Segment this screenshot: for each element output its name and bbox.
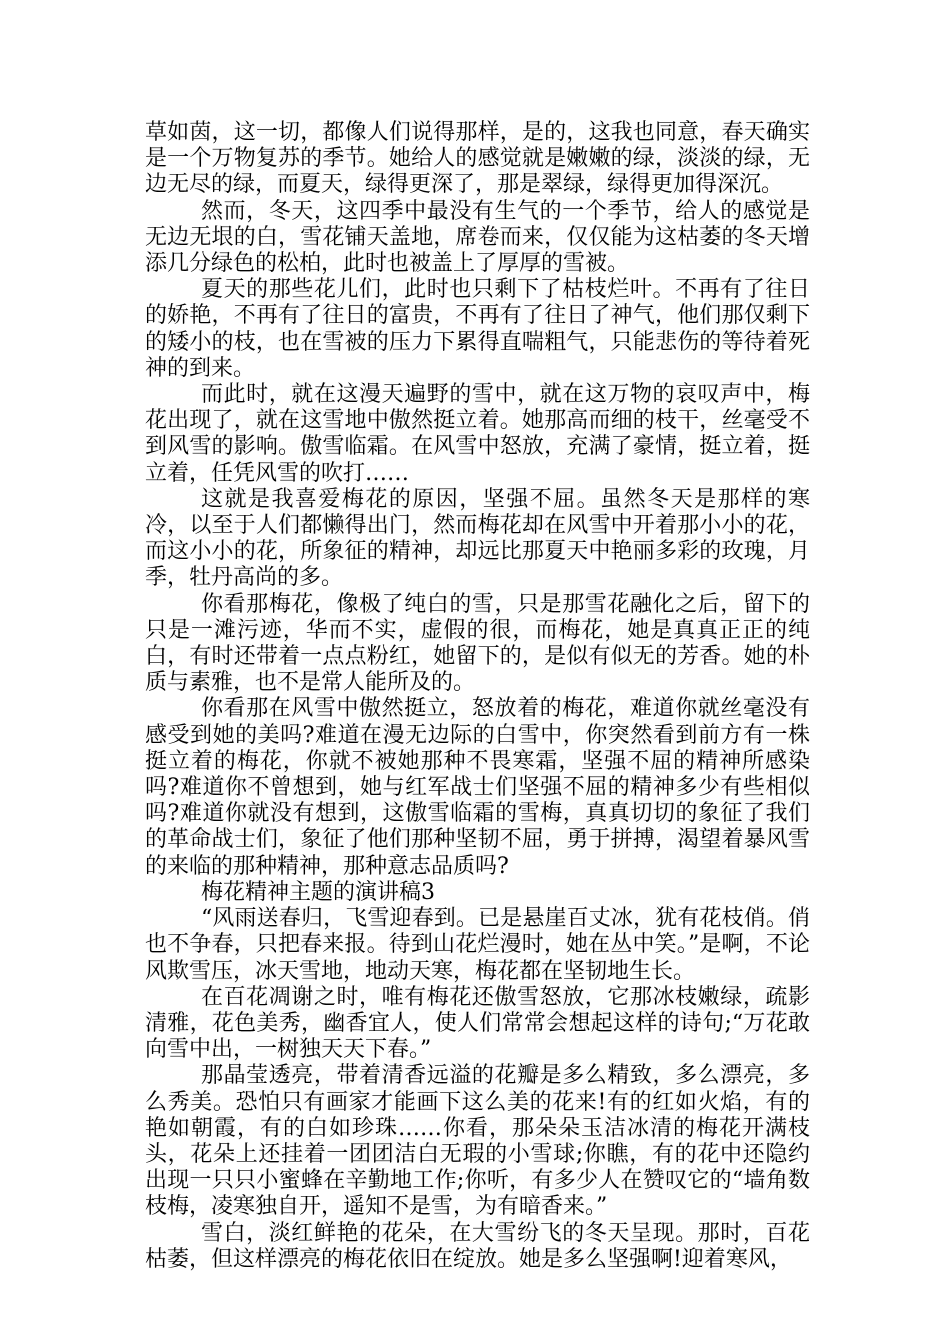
paragraph: 雪白，淡红鲜艳的花朵，在大雪纷飞的冬天呈现。那时，百花枯萎，但这样漂亮的梅花依旧在绽放。她是多么坚强啊!迎着寒风， — [145, 1220, 810, 1272]
paragraph: 你看那在风雪中傲然挺立，怒放着的梅花，难道你就丝毫没有感受到她的美吗?难道在漫无边际的白雪中，你突然看到前方有一株挺立着的梅花，你就不被她那种不畏寒霜，坚强不屈的精神所感染吗?难道你不曾想到，她与红军战士们坚强不屈的精神多少有些相似吗?难道你就没有想到，这傲雪临霜的雪梅，真真切切的象征了我们的革命战士们，象征了他们那种坚韧不屈，勇于拼搏，渴望着暴风雪的来临的那种精神，那种意志品质吗? — [145, 696, 810, 879]
paragraph: 这就是我喜爱梅花的原因，坚强不屈。虽然冬天是那样的寒冷，以至于人们都懒得出门，然而梅花却在风雪中开着那小小的花，而这小小的花，所象征的精神，却远比那夏天中艳丽多彩的玫瑰，月季，牡丹高尚的多。 — [145, 486, 810, 591]
paragraph: 你看那梅花，像极了纯白的雪，只是那雪花融化之后，留下的只是一滩污迹，华而不实，虚假的很，而梅花，她是真真正正的纯白，有时还带着一点点粉红，她留下的，是似有似无的芳香。她的朴质与素雅，也不是常人能所及的。 — [145, 591, 810, 696]
section-heading: 梅花精神主题的演讲稿3 — [201, 879, 435, 905]
paragraph: 而此时，就在这漫天遍野的雪中，就在这万物的哀叹声中，梅花出现了，就在这雪地中傲然挺立着。她那高而细的枝干，丝毫受不到风雪的影响。傲雪临霜。在风雪中怒放，充满了豪情，挺立着，挺立着，任凭风雪的吹打…… — [145, 382, 810, 486]
paragraph: 那晶莹透亮，带着清香远溢的花瓣是多么精致，多么漂亮，多么秀美。恐怕只有画家才能画下这么美的花来!有的红如火焰，有的艳如朝霞，有的白如珍珠……你看，那朵朵玉洁冰清的梅花开满枝头，花朵上还挂着一团团洁白无瑕的小雪球;你瞧，有的花中还隐约出现一只只小蜜蜂在辛勤地工作;你听，有多少人在赞叹它的“墙角数枝梅，凌寒独自开，遥知不是雪，为有暗香来。” — [145, 1063, 810, 1220]
paragraph: 草如茵，这一切，都像人们说得那样，是的，这我也同意，春天确实是一个万物复苏的季节。她给人的感觉就是嫩嫩的绿，淡淡的绿，无边无尽的绿，而夏天，绿得更深了，那是翠绿，绿得更加得深沉。 — [145, 120, 810, 198]
paragraph: 然而，冬天，这四季中最没有生气的一个季节，给人的感觉是无边无垠的白，雪花铺天盖地，席卷而来，仅仅能为这枯萎的冬天增添几分绿色的松柏，此时也被盖上了厚厚的雪被。 — [145, 198, 810, 277]
paragraph: “风雨送春归，飞雪迎春到。已是悬崖百丈冰，犹有花枝俏。俏也不争春，只把春来报。待到山花烂漫时，她在丛中笑。”是啊，不论风欺雪压，冰天雪地，地动天寒，梅花都在坚韧地生长。 — [145, 906, 810, 984]
document-body — [145, 120, 810, 1273]
paragraph: 夏天的那些花儿们，此时也只剩下了枯枝烂叶。不再有了往日的娇艳，不再有了往日的富贵，不再有了往日了神气，他们那仅剩下的矮小的枝，也在雪被的压力下累得直喘粗气，只能悲伤的等待着死神的到来。 — [145, 277, 810, 381]
paragraph: 在百花凋谢之时，唯有梅花还傲雪怒放，它那冰枝嫩绿，疏影清雅，花色美秀，幽香宜人，使人们常常会想起这样的诗句;“万花敢向雪中出，一树独天天下春。” — [145, 984, 810, 1063]
